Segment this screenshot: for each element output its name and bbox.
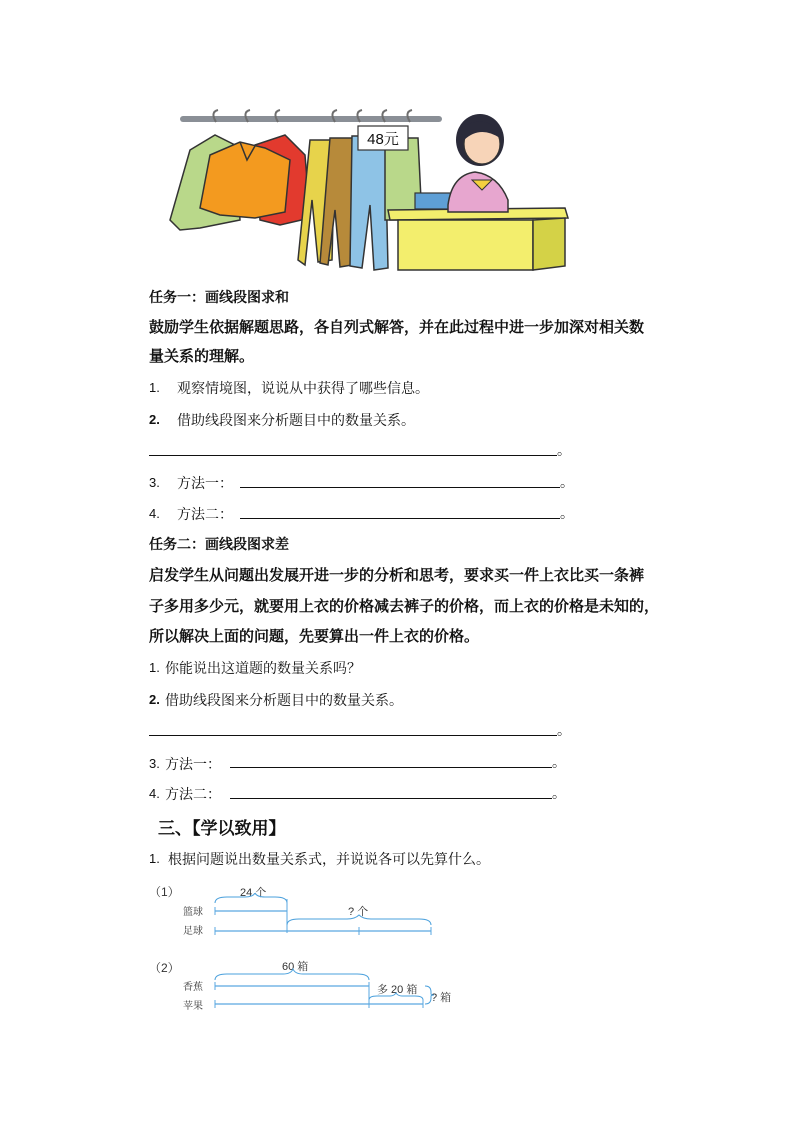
task1-method1-period: 。 — [560, 475, 574, 491]
task1-q2-number: 2. — [149, 412, 160, 427]
task2-method1-line[interactable] — [230, 767, 552, 768]
task1-method1-label: 方法一： — [177, 476, 233, 492]
task2-q2-text: 借助线段图来分析题目中的数量关系。 — [165, 693, 403, 709]
task2-method1-label: 方法一： — [165, 757, 221, 773]
task2-method2-label: 方法二： — [165, 787, 221, 803]
task2-q1-text: 你能说出这道题的数量关系吗？ — [165, 661, 361, 677]
clothes-rack — [180, 116, 442, 122]
diagram1-row2-label: 足球 — [183, 926, 203, 937]
task1-q4-number: 4. — [149, 506, 160, 521]
task1-desc-line1: 鼓励学生依据解题思路，各自列式解答，并在此过程中进一步加深对相关数 — [149, 318, 645, 336]
shopkeeper-body — [448, 172, 508, 212]
diagram2-row2-label: 苹果 — [183, 1001, 203, 1012]
task2-desc-line3: 所以解决上面的问题，先要算出一件上衣的价格。 — [149, 627, 480, 645]
task1-method2-label: 方法二： — [177, 507, 233, 523]
task1-q1-text: 观察情境图，说说从中获得了哪些信息。 — [177, 381, 429, 397]
diagram1-unknown: ? 个 — [348, 906, 369, 918]
task1-method2-period: 。 — [560, 506, 574, 522]
diagram1-label: （1） — [149, 885, 180, 899]
task2-answer-period: 。 — [557, 723, 571, 739]
task1-answer-line[interactable] — [149, 455, 557, 456]
task2-method1-period: 。 — [552, 755, 566, 771]
diagram2-top-value: 60 箱 — [282, 961, 309, 973]
task2-title: 任务二：画线段图求差 — [149, 537, 289, 553]
task2-desc-line1: 启发学生从问题出发展开进一步的分析和思考，要求买一件上衣比买一条裤 — [149, 566, 645, 584]
diagram2-label: （2） — [149, 961, 180, 975]
diagram2-brace-top — [215, 969, 369, 980]
diagram1-top-value: 24 个 — [240, 887, 267, 899]
task2-desc-line2: 子多用多少元，就要用上衣的价格减去裤子的价格，而上衣的价格是未知的， — [149, 597, 660, 615]
diagram1-brace-bottom — [287, 915, 431, 925]
task2-q3-number: 3. — [149, 756, 160, 771]
task1-title: 任务一：画线段图求和 — [149, 290, 289, 306]
blue-jeans-icon — [350, 136, 388, 270]
price-tag-text: 48元 — [367, 131, 399, 148]
section3-heading: 三、【学以致用】 — [158, 819, 286, 839]
section3-q1-text: 根据问题说出数量关系式，并说说各可以先算什么。 — [168, 852, 490, 868]
task1-q2-text: 借助线段图来分析题目中的数量关系。 — [177, 413, 415, 429]
task2-q2-number: 2. — [149, 692, 160, 707]
task2-answer-line[interactable] — [149, 735, 557, 736]
task1-method1-line[interactable] — [240, 487, 560, 488]
task1-desc-line2: 量关系的理解。 — [149, 347, 255, 365]
section3-q1-number: 1. — [149, 851, 160, 866]
diagram1-row1-label: 篮球 — [183, 907, 203, 918]
task1-q1-number: 1. — [149, 380, 160, 395]
diagram2-unknown: ? 箱 — [431, 992, 452, 1004]
diagram2-brace-right — [425, 986, 434, 1004]
task2-q1-number: 1. — [149, 660, 160, 675]
clothing-store-illustration — [160, 100, 580, 275]
diagram1-segments — [205, 893, 440, 938]
diagram2-brace-more — [369, 993, 423, 1000]
task2-method2-period: 。 — [552, 786, 566, 802]
task1-answer-period: 。 — [557, 443, 571, 459]
diagram2-more: 多 20 箱 — [377, 984, 418, 996]
diagram2-segments — [205, 968, 437, 1013]
diagram1-brace-top — [215, 893, 287, 903]
task1-method2-line[interactable] — [240, 518, 560, 519]
diagram2-row1-label: 香蕉 — [183, 982, 203, 993]
task2-method2-line[interactable] — [230, 798, 552, 799]
task2-q4-number: 4. — [149, 786, 160, 801]
counter-front — [398, 220, 533, 270]
task1-q3-number: 3. — [149, 475, 160, 490]
